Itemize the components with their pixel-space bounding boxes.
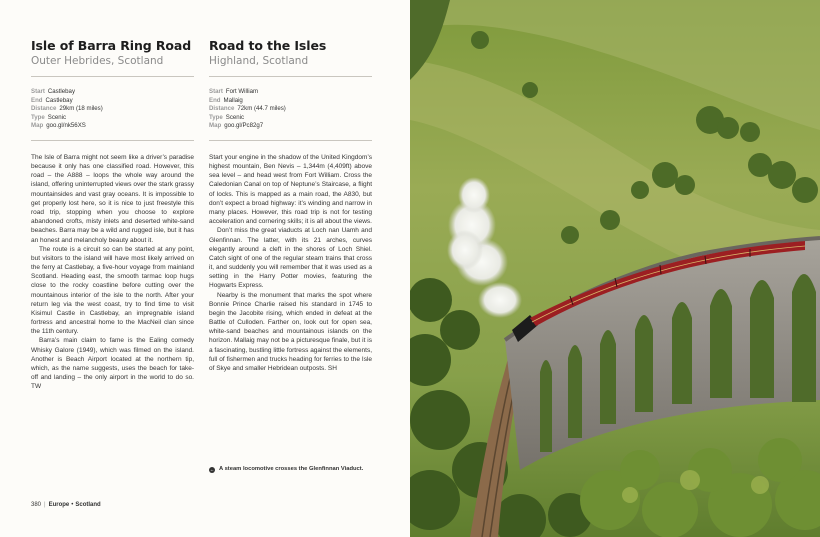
fact-value: Scenic bbox=[47, 113, 67, 121]
fact-label: Distance bbox=[209, 105, 235, 113]
route-title: Isle of Barra Ring Road bbox=[31, 38, 192, 53]
fact-distance bbox=[209, 105, 372, 114]
fact-map-link[interactable]: goo.gl/nk56XS bbox=[46, 122, 86, 130]
photo-caption bbox=[209, 466, 389, 473]
footer-bullet: • bbox=[71, 502, 74, 508]
divider bbox=[31, 76, 194, 77]
route-column-road-to-the-isles bbox=[209, 38, 372, 373]
paragraph: The Isle of Barra might not seem like a driver’s paradise because it only has one classified road. However, this road – the A888 – loops the whole way around the island, offering uninterrupted views over the stark grassy mountainsides and vast gray oceans. It is impossible to get properly lost here, so it is nice to just freestyle this road trip, stopping when you choose to explore abandoned crofts, misty inlets and deserted white-sand beaches. Barra may be a wild and rugged isle, but it has an honest and melancholy beauty about it. bbox=[31, 153, 194, 244]
fact-type bbox=[209, 114, 372, 123]
fact-end bbox=[31, 97, 194, 106]
route-facts bbox=[209, 88, 372, 131]
route-column-barra bbox=[31, 38, 194, 391]
caption-text: A steam locomotive crosses the Glenfinnan Viaduct. bbox=[219, 466, 364, 472]
fact-label: Distance bbox=[31, 105, 57, 113]
fact-label: Type bbox=[31, 113, 45, 121]
fact-value: Mallaig bbox=[223, 96, 243, 104]
divider bbox=[209, 140, 372, 141]
paragraph: Don’t miss the great viaducts at Loch nan Uamh and Glenfinnan. The latter, with its 21 arches, curves elegantly around a cleft in the shores of Loch Shiel. Catch sight of one of the regular steam trains that cross it, and suddenly you will remember that it was used as a setting in the Harry Potter movies, featuring the Hogwarts Express. bbox=[209, 227, 372, 290]
route-subtitle: Outer Hebrides, Scotland bbox=[31, 55, 164, 67]
footer-section: Europe bbox=[48, 502, 70, 508]
footer-country: Scotland bbox=[75, 502, 101, 508]
fact-type bbox=[31, 114, 194, 123]
fact-map-link[interactable]: goo.gl/Pc82g7 bbox=[224, 122, 264, 130]
viaduct-photo bbox=[410, 0, 820, 537]
fact-label: Map bbox=[31, 122, 44, 130]
route-subtitle: Highland, Scotland bbox=[209, 55, 309, 67]
fact-value: 29km (18 miles) bbox=[59, 105, 103, 113]
fact-label: End bbox=[209, 96, 221, 104]
fact-map bbox=[31, 122, 194, 131]
paragraph: Start your engine in the shadow of the United Kingdom’s highest mountain, Ben Nevis – 1,344m (4,409ft) above sea level – and head west from Fort William. Cross the Caledonian Canal on top of Neptune’s Staircase, a flight of locks. This is mapped as a main road, the A830, but don’t expect a broad highway: it’s winding and narrow in many places. However, this road trip is not for testing acceleration and cornering skills; it is all about the views. bbox=[209, 153, 372, 226]
paragraph: Barra’s main claim to fame is the Ealing comedy Whisky Galore (1949), which was filmed on the island. Another is Beach Airport located at the northern tip, which, as the name suggests, uses the beach for take-off and landing – the only airport in the world to do so. TW bbox=[31, 337, 194, 391]
fact-value: Fort William bbox=[225, 88, 259, 95]
fact-label: Start bbox=[209, 88, 223, 95]
route-body-text bbox=[209, 153, 372, 373]
paragraph: Nearby is the monument that marks the spot where Bonnie Prince Charlie raised his standard in 1745 to begin the Jacobite rising, which ended in defeat at the Battle of Culloden. Farther on, look out for open sea, white-sand beaches and mountainous islands on the horizon. Mallaig may not be a picturesque finale, but it is a fascinating, bustling little fortress against the elements, full of fishermen and trucks heading for ferries to the Isle of Skye and smaller Hebridean outposts. SH bbox=[209, 291, 372, 372]
page-footer bbox=[31, 502, 101, 508]
fact-map bbox=[209, 122, 372, 131]
fact-label: Map bbox=[209, 122, 222, 130]
footer-separator: | bbox=[44, 502, 46, 508]
divider bbox=[209, 76, 372, 77]
divider bbox=[31, 140, 194, 141]
fact-start bbox=[209, 88, 372, 97]
fact-value: Castlebay bbox=[47, 88, 75, 95]
arrow-right-icon: ← bbox=[209, 467, 215, 472]
fact-label: Type bbox=[209, 113, 223, 121]
fact-value: Scenic bbox=[225, 113, 245, 121]
fact-label: End bbox=[31, 96, 43, 104]
fact-value: 72km (44.7 miles) bbox=[237, 105, 286, 113]
route-title: Road to the Isles bbox=[209, 38, 327, 53]
fact-label: Start bbox=[31, 88, 45, 95]
route-facts bbox=[31, 88, 194, 131]
fact-end bbox=[209, 97, 372, 106]
route-body-text bbox=[31, 153, 194, 391]
paragraph: The route is a circuit so can be started at any point, but visitors to the island will have most likely arrived on the ferry at Castlebay, a five-hour voyage from mainland Scotland. Heading east, the smooth tarmac loop hugs close to the rocky coastline before cutting over the mountainous interior of the isle to the north. After your return leg via the west coast, try to find time to visit Kisimul Castle in Castlebay, an impregnable island fortress and ancestral home to the MacNeil clan since the 11th century. bbox=[31, 245, 194, 336]
fact-start bbox=[31, 88, 194, 97]
viaduct-photo-illustration bbox=[410, 0, 820, 537]
fact-value: Castlebay bbox=[45, 96, 73, 104]
fact-distance bbox=[31, 105, 194, 114]
page-number: 380 bbox=[31, 502, 42, 508]
